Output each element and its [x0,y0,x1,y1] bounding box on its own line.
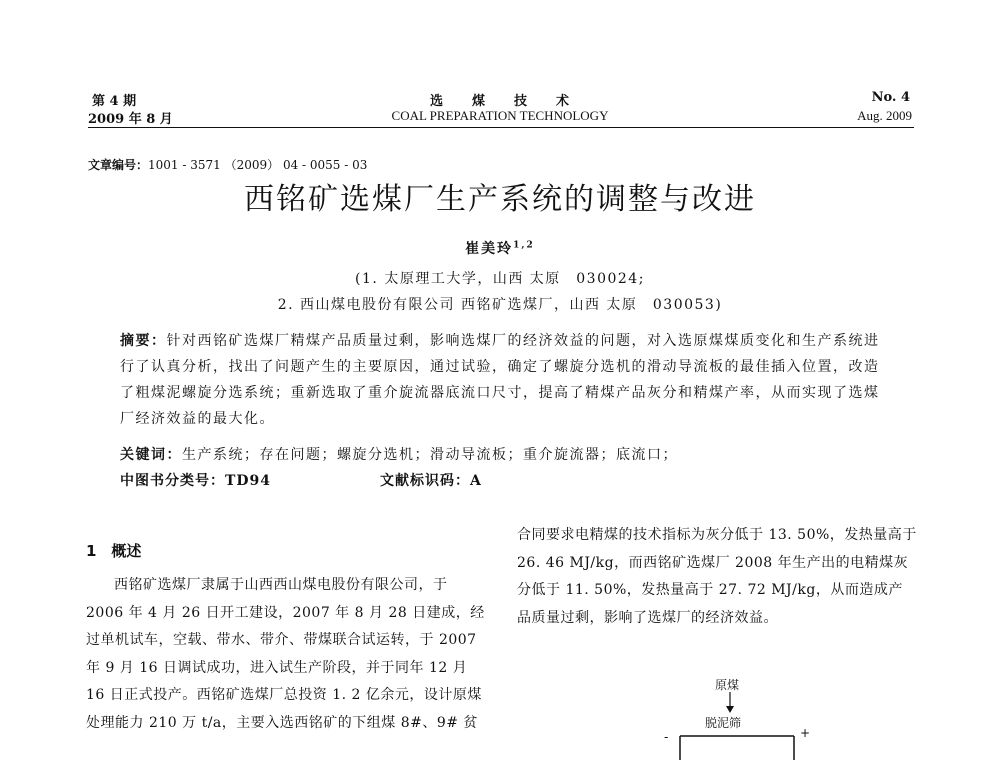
header-issue-cn: 第 4 期 [92,94,137,109]
section-1-body [86,572,486,737]
section-1-paragraph: 西铭矿选煤厂隶属于山西西山煤电股份有限公司，于 2006 年 4 月 26 日开工建设，2007 年 8 月 28 日建成，经过单机试车，空载、带水、带介、带煤联合试运转，于 2007 年 9 月 16 日调试成功，进入试生产阶段，并于同年 12 月 16 日正式投产。西铭矿选煤厂总投资 1. 2 亿余元，设计原煤处理能力 210 万 t/a，主要入选西铭矿的下组煤 8#、9# 贫 [86,577,485,731]
classification [120,468,271,494]
header-rule [88,127,914,128]
header-date-cn: 2009 年 8 月 [88,112,173,127]
author-sup: 1,2 [513,240,535,251]
author [0,238,1000,258]
header-date-en: Aug. 2009 [857,108,912,123]
affiliation-1: (1. 太原理工大学，山西 太原 030024; [355,271,645,287]
abstract-label: 摘要： [120,333,167,349]
flow-arrow-down [700,690,760,714]
header-journal-cn: 选 煤 技 术 [429,94,570,109]
page-title: 西铭矿选煤厂生产系统的调整与改进 [244,182,756,217]
flow-node-deslime-screen: 脱泥筛 [705,716,742,730]
keywords-text: 生产系统；存在问题；螺旋分选机；滑动导流板；重介旋流器；底流口； [182,447,678,463]
section-1-heading: 1 概述 [86,542,142,560]
article-number-value: 1001 - 3571 （2009） 04 - 0055 - 03 [148,158,368,172]
header-issue-en: No. 4 [871,90,910,105]
keywords-label: 关键词： [120,447,182,463]
author-name: 崔美玲 [465,241,514,257]
abstract [120,328,890,432]
doc-code [380,468,482,494]
doc-code-label: 文献标识码： [380,473,470,489]
keywords [120,442,890,468]
right-column-body [517,522,917,632]
right-column-paragraph: 合同要求电精煤的技术指标为灰分低于 13. 50%，发热量高于 26. 46 MJ/kg，而西铭矿选煤厂 2008 年生产出的电精煤灰分低于 11. 50%，发热量高于 27. 72 MJ/kg，从而造成产品质量过剩，影响了选煤厂的经济效益。 [517,527,917,626]
flow-sign-plus: + [800,726,811,740]
article-number-label: 文章编号： [88,158,149,172]
flow-split-lines [672,728,802,760]
flow-sign-minus: - [664,730,669,744]
article-number [88,156,367,173]
classification-label: 中图书分类号： [120,473,225,489]
header-journal-en: COAL PREPARATION TECHNOLOGY [391,108,609,123]
classification-value: TD94 [225,473,272,489]
abstract-text: 针对西铭矿选煤厂精煤产品质量过剩，影响选煤厂的经济效益的问题，对入选原煤煤质变化和生产系统进行了认真分析，找出了问题产生的主要原因，通过试验，确定了螺旋分选机的滑动导流板的最佳插入位置，改造了粗煤泥螺旋分选系统；重新选取了重介旋流器底流口尺寸，提高了精煤产品灰分和精煤产率，从而实现了选煤厂经济效益的最大化。 [120,333,880,427]
doc-code-value: A [470,473,482,489]
affiliation-2: 2. 西山煤电股份有限公司 西铭矿选煤厂，山西 太原 030053) [277,297,723,313]
flow-node-raw-coal: 原煤 [715,678,740,692]
